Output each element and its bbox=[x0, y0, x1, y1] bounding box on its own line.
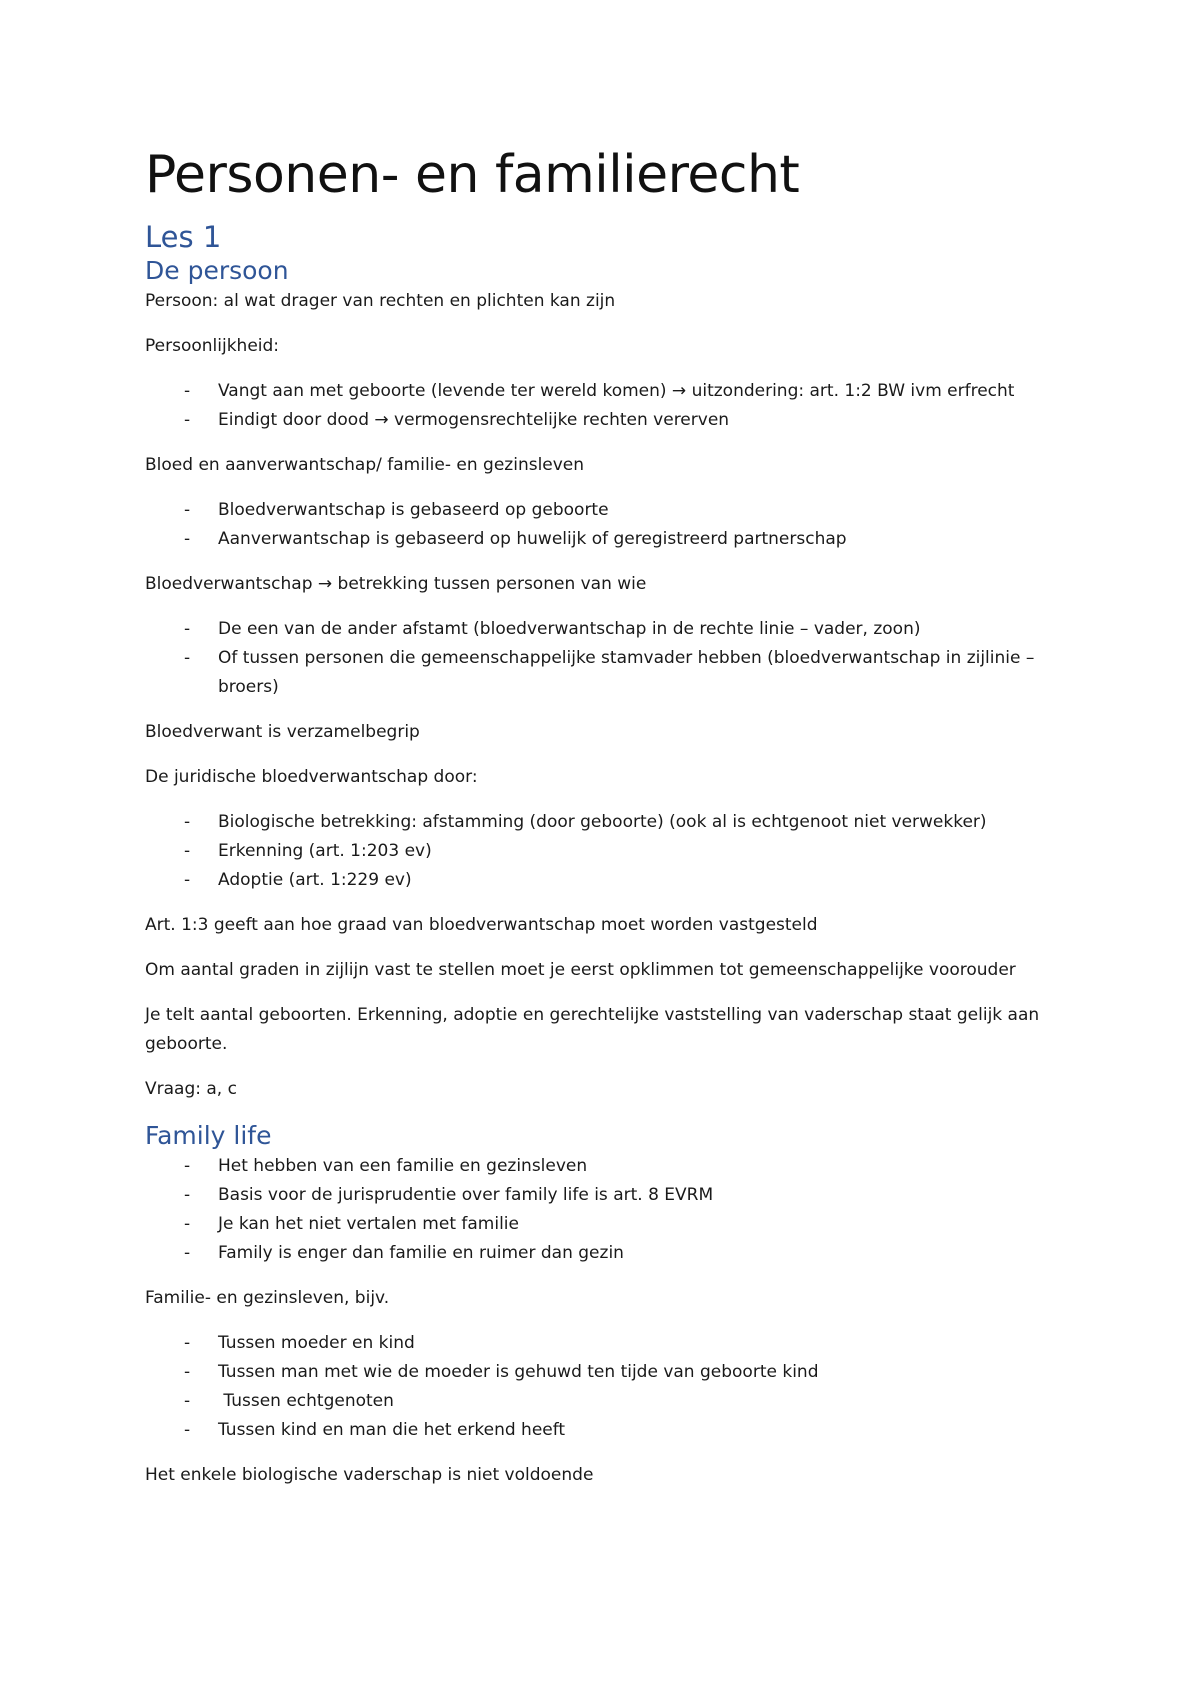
list-item bbox=[145, 837, 1075, 866]
list-item-text: Aanverwantschap is gebaseerd op huwelijk of geregistreerd partnerschap bbox=[218, 529, 847, 549]
list-dash: - bbox=[184, 381, 191, 401]
list-item bbox=[145, 1329, 1075, 1358]
list-item-text: Tussen moeder en kind bbox=[218, 1333, 415, 1353]
list-dash: - bbox=[184, 619, 191, 639]
list-juridisch bbox=[145, 808, 1075, 895]
list-item-text: Tussen man met wie de moeder is gehuwd ten tijde van geboorte kind bbox=[218, 1362, 819, 1382]
list-item-text: Tussen echtgenoten bbox=[218, 1391, 394, 1411]
paragraph-persoonlijkheid: Persoonlijkheid: bbox=[145, 336, 280, 356]
list-item bbox=[145, 1152, 1075, 1181]
paragraph-vraag: Vraag: a, c bbox=[145, 1079, 237, 1099]
paragraph-persoon: Persoon: al wat drager van rechten en plichten kan zijn bbox=[145, 291, 616, 311]
document-title: Personen- en familierecht bbox=[145, 145, 800, 205]
list-item bbox=[145, 406, 1075, 435]
list-dash: - bbox=[184, 648, 191, 668]
list-dash: - bbox=[184, 529, 191, 549]
lesson-heading: Les 1 bbox=[145, 220, 222, 254]
list-item-text: Vangt aan met geboorte (levende ter wereld komen) → uitzondering: art. 1:2 BW ivm erfrecht bbox=[218, 381, 1015, 401]
list-item-text: Je kan het niet vertalen met familie bbox=[218, 1214, 519, 1234]
paragraph-art13: Art. 1:3 geeft aan hoe graad van bloedverwantschap moet worden vastgesteld bbox=[145, 915, 818, 935]
list-dash: - bbox=[184, 1185, 191, 1205]
list-item bbox=[145, 866, 1075, 895]
paragraph-graden: Om aantal graden in zijlijn vast te stellen moet je eerst opklimmen tot gemeenschappelijke voorouder bbox=[145, 960, 1016, 980]
list-item bbox=[145, 496, 1075, 525]
list-dash: - bbox=[184, 841, 191, 861]
list-item bbox=[145, 1416, 1075, 1445]
list-item-text: Tussen kind en man die het erkend heeft bbox=[218, 1420, 566, 1440]
list-item-text: Biologische betrekking: afstamming (door geboorte) (ook al is echtgenoot niet verwekker) bbox=[218, 812, 987, 832]
list-item bbox=[145, 1387, 1075, 1416]
list-dash: - bbox=[184, 1214, 191, 1234]
list-item-text: Eindigt door dood → vermogensrechtelijke rechten vererven bbox=[218, 410, 730, 430]
list-item bbox=[145, 1239, 1075, 1268]
list-dash: - bbox=[184, 1333, 191, 1353]
list-bloed bbox=[145, 496, 1075, 554]
section-heading-persoon: De persoon bbox=[145, 256, 289, 285]
paragraph-bloedverwantschap: Bloedverwantschap → betrekking tussen personen van wie bbox=[145, 574, 647, 594]
list-dash: - bbox=[184, 1420, 191, 1440]
list-item-text: Family is enger dan familie en ruimer dan gezin bbox=[218, 1243, 624, 1263]
list-item bbox=[145, 1358, 1075, 1387]
paragraph-enkele: Het enkele biologische vaderschap is niet voldoende bbox=[145, 1465, 594, 1485]
list-dash: - bbox=[184, 500, 191, 520]
list-item bbox=[145, 525, 1075, 554]
paragraph-juridisch: De juridische bloedverwantschap door: bbox=[145, 767, 478, 787]
list-bloedverwantschap bbox=[145, 615, 1075, 702]
list-item-text: Of tussen personen die gemeenschappelijke stamvader hebben (bloedverwantschap in zijlinie – broers) bbox=[218, 648, 1035, 697]
paragraph-bloed: Bloed en aanverwantschap/ familie- en gezinsleven bbox=[145, 455, 585, 475]
list-dash: - bbox=[184, 870, 191, 890]
section-heading-family-life: Family life bbox=[145, 1121, 272, 1150]
list-item bbox=[145, 615, 1075, 644]
list-dash: - bbox=[184, 1243, 191, 1263]
list-item-text: Het hebben van een familie en gezinsleven bbox=[218, 1156, 588, 1176]
list-family-life bbox=[145, 1152, 1075, 1268]
list-item bbox=[145, 1210, 1075, 1239]
list-persoonlijkheid bbox=[145, 377, 1075, 435]
list-item-text: Erkenning (art. 1:203 ev) bbox=[218, 841, 432, 861]
list-item-text: De een van de ander afstamt (bloedverwantschap in de rechte linie – vader, zoon) bbox=[218, 619, 921, 639]
list-item bbox=[145, 644, 1075, 702]
list-dash: - bbox=[184, 1362, 191, 1382]
list-dash: - bbox=[184, 1391, 191, 1411]
list-item bbox=[145, 377, 1075, 406]
list-item bbox=[145, 1181, 1075, 1210]
list-dash: - bbox=[184, 1156, 191, 1176]
document-body bbox=[145, 143, 1075, 1506]
list-dash: - bbox=[184, 410, 191, 430]
list-item bbox=[145, 808, 1075, 837]
paragraph-geboorten: Je telt aantal geboorten. Erkenning, adoptie en gerechtelijke vaststelling van vaderschap staat gelijk aan geboorte. bbox=[145, 1005, 1040, 1054]
list-item-text: Basis voor de jurisprudentie over family life is art. 8 EVRM bbox=[218, 1185, 714, 1205]
paragraph-verzamelbegrip: Bloedverwant is verzamelbegrip bbox=[145, 722, 420, 742]
paragraph-bijv: Familie- en gezinsleven, bijv. bbox=[145, 1288, 390, 1308]
list-item-text: Adoptie (art. 1:229 ev) bbox=[218, 870, 412, 890]
list-bijv bbox=[145, 1329, 1075, 1445]
list-dash: - bbox=[184, 812, 191, 832]
list-item-text: Bloedverwantschap is gebaseerd op geboorte bbox=[218, 500, 609, 520]
